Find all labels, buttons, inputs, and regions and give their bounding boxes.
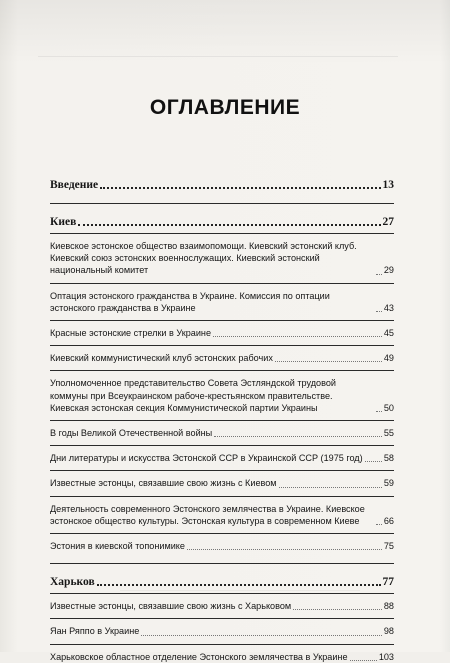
toc-list-kiev xyxy=(50,240,394,552)
toc-item xyxy=(50,600,394,612)
toc-item xyxy=(50,625,394,637)
toc-item xyxy=(50,327,394,339)
toc-page-number: 98 xyxy=(383,626,394,637)
toc-section-label: Введение xyxy=(50,179,99,191)
dot-leader xyxy=(376,411,382,412)
toc-page-number: 50 xyxy=(383,402,394,413)
toc-page-number: 88 xyxy=(383,601,394,612)
toc-item xyxy=(50,540,394,552)
toc-item xyxy=(50,651,394,663)
dot-leader xyxy=(350,660,377,661)
dot-leader xyxy=(365,461,382,462)
dot-leader xyxy=(376,524,382,525)
toc-page-number: 43 xyxy=(383,302,394,313)
dot-leader xyxy=(97,584,381,586)
toc-page-number: 45 xyxy=(383,328,394,339)
toc-page-number: 49 xyxy=(383,353,394,364)
dot-leader xyxy=(100,187,380,189)
toc-item-label: Известные эстонцы, связавшие свою жизнь с Киевом xyxy=(50,478,277,489)
dot-leader xyxy=(214,436,382,437)
toc-section-label: Киев xyxy=(50,216,77,228)
page-title: ОГЛАВЛЕНИЕ xyxy=(149,96,301,119)
toc-page-number: 103 xyxy=(378,651,394,662)
toc-list-kharkov xyxy=(50,600,394,663)
toc-item xyxy=(50,427,394,439)
dot-leader xyxy=(213,336,382,337)
toc-item-label: Эстония в киевской топонимике xyxy=(50,541,185,552)
toc-item xyxy=(50,352,394,364)
bleed-through-line xyxy=(120,590,360,595)
dot-leader xyxy=(376,311,382,312)
toc-item-label: Яан Ряппо в Украине xyxy=(50,626,140,637)
toc-item xyxy=(50,477,394,489)
toc-page-number: 29 xyxy=(383,265,394,276)
toc-item-label: Красные эстонские стрелки в Украине xyxy=(50,328,212,339)
toc-page-number: 58 xyxy=(383,453,394,464)
toc-page-number: 27 xyxy=(382,216,394,228)
toc-item-label: Харьковское областное отделение Эстонского землячества в Украине xyxy=(50,651,348,662)
toc-page-number: 55 xyxy=(383,428,394,439)
toc-item xyxy=(50,377,394,414)
toc-item xyxy=(50,452,394,464)
toc-item xyxy=(50,290,394,314)
dot-leader xyxy=(275,361,382,362)
toc-page-number: 75 xyxy=(383,541,394,552)
toc-section-label: Харьков xyxy=(50,576,95,589)
dot-leader xyxy=(187,549,382,550)
toc-section-kharkov xyxy=(50,575,394,589)
dot-leader xyxy=(293,609,382,610)
toc-section-kiev xyxy=(50,215,394,229)
toc-item xyxy=(50,240,394,277)
dot-leader xyxy=(279,487,382,488)
page-top-shadow xyxy=(0,0,450,64)
toc-item-label: Деятельность современного Эстонского землячества в Украине. Киевское эстонское общество культуры. Эстонская культура в современном Киеве xyxy=(50,503,365,526)
dot-leader xyxy=(141,635,382,636)
toc-page-number: 59 xyxy=(383,478,394,489)
toc-item-label: В годы Великой Отечественной войны xyxy=(50,428,213,439)
toc-page-number: 13 xyxy=(382,179,394,191)
toc-section-intro xyxy=(50,178,394,192)
toc-item xyxy=(50,503,394,527)
toc-item-label: Уполномоченное представительство Совета Эстляндской трудовой коммуны при Всеукраинском рабоче-крестьянском правительстве. Киевская эстонская секция Коммунистической партии Украины xyxy=(50,378,336,413)
toc-item-label: Киевское эстонское общество взаимопомощи. Киевский эстонский клуб. Киевский союз эстонских военнослужащих. Киевский эстонский национальный комитет xyxy=(50,241,357,276)
toc-item-label: Известные эстонцы, связавшие свою жизнь с Харьковом xyxy=(50,601,292,612)
dot-leader xyxy=(376,274,382,275)
dot-leader xyxy=(78,224,380,226)
toc-item-label: Дни литературы и искусства Эстонской ССР в Украинской ССР (1975 год) xyxy=(50,453,363,464)
bleed-through-header xyxy=(38,56,398,63)
toc-item-label: Киевский коммунистический клуб эстонских рабочих xyxy=(50,353,273,364)
toc-item-label: Оптация эстонского гражданства в Украине. Комиссия по оптации эстонского гражданства в Украине xyxy=(50,290,330,313)
toc-page-number: 77 xyxy=(382,576,394,589)
toc-page-number: 66 xyxy=(383,515,394,526)
